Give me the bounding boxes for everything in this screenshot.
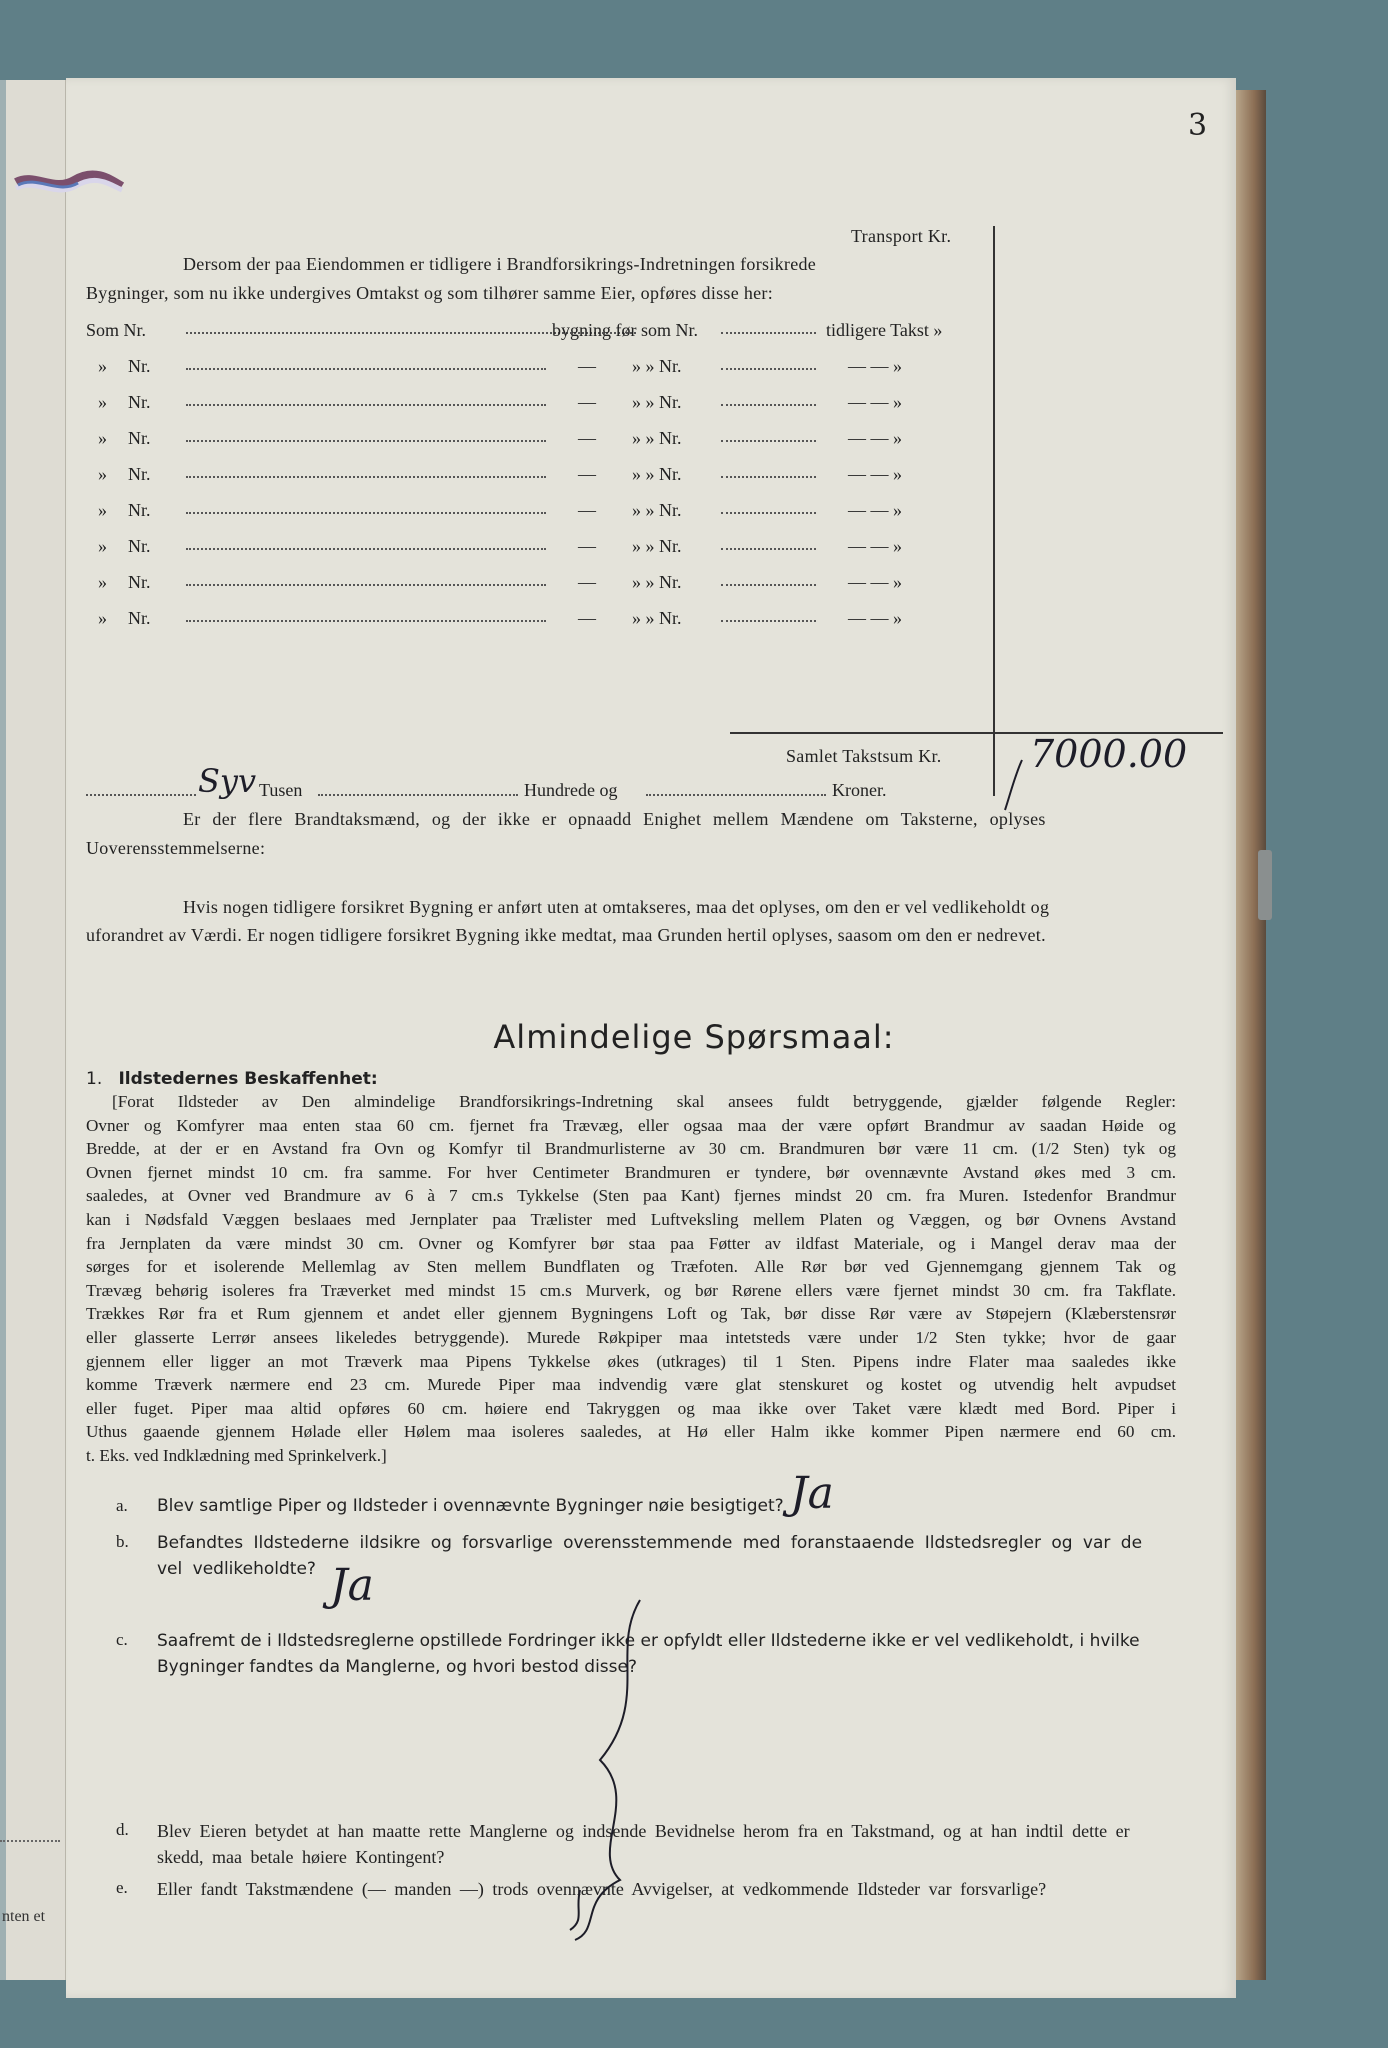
page-number: 3 [1188,108,1208,143]
row-quote: » [98,572,107,592]
rules-line: fra Jernplaten da være mindst 30 cm. Ovner og Komfyrer bør staa paa Føtter av ildfast Materiale, og i Mangel derav maa der [86,1233,1176,1253]
row-end: — — » [848,572,902,592]
rules-line: komme Træverk nærmere end 23 cm. Murede Piper maa indvendig være glat stenskuret og kostet og utvendig helt avpudset [86,1375,1176,1395]
row-dots [186,512,546,514]
row-end: tidligere Takst » [826,320,943,340]
row-dots [646,794,826,796]
not-retaxed-line-1: Hvis nogen tidligere forsikret Bygning er anført uten at omtakseres, maa det oplyses, om den er vel vedlikeholdt og [183,897,1050,917]
row-dots [721,440,816,442]
rules-line: t. Eks. ved Indklædning med Sprinkelverk.] [86,1445,387,1465]
row-dash: — [578,536,596,556]
row-end: — — » [848,500,902,520]
row-quote: » [98,464,107,484]
row-nr: Nr. [128,356,151,376]
section-heading: Almindelige Spørsmaal: [493,1018,895,1056]
rules-line: Trævæg behørig isoleres fra Træverket med mindst 15 cm.s Murverk, og bør Rørene ellers være fjernet mindst 30 cm. fra Takflate. [86,1280,1176,1300]
row-dots [318,794,518,796]
row-mid: » » Nr. [632,356,682,376]
prior-building-row [86,428,991,450]
row-dots [721,620,816,622]
row-dash: — [578,608,596,628]
row-dots [721,548,816,550]
row-dots [186,620,546,622]
row-quote: » [98,428,107,448]
amount-handwritten: Syv [198,762,257,800]
rules-line: sørges for et isolerende Mellemlag av Sten mellem Bundflaten og Træfoten. Alle Rør bør ved Gjennemgang gjennem Tak og [86,1257,1176,1277]
rules-paragraph [86,1090,1176,1468]
answer-a-handwritten: Ja [790,1468,834,1519]
total-value-handwritten: 7000.00 [1030,732,1188,776]
left-page-fragment: nten et [2,1908,46,1925]
question-e-label: e. [116,1878,128,1897]
rules-line: kan i Nødsfald Væggen beslaaes med Jernplater paa Trælister med Luftveksling mellem Platen og Væggen, og bør Ovnens Avstand [86,1209,1176,1229]
row-dash: — [578,464,596,484]
column-divider [993,226,995,796]
row-mid: » » Nr. [632,500,682,520]
rules-line: Ovner og Komfyrer maa enten staa 60 cm. fjernet fra Trævæg, eller ogsaa maa der være opført Brandmur av saadan Høide og [86,1115,1176,1135]
binding-cord-icon [14,170,124,200]
rules-line: gjennem eller ligger an mot Træverk maa Pipens Tykkelse økes (utkrages) til 1 Sten. Pipens indre Flater maa saaledes ikke [86,1351,1176,1371]
row-end: — — » [848,608,902,628]
prior-building-row [86,500,991,522]
question-d-label: d. [116,1820,129,1839]
row-quote: » [98,356,107,376]
rules-line: eller glasserte Lerrør ansees likeledes betryggende). Murede Røkpiper maa intetsteds være under 1/2 Sten tykke; hvor de gaar [86,1327,1176,1347]
row-end: — — » [848,428,902,448]
row-nr: Nr. [128,392,151,412]
intro-line-1: Dersom der paa Eiendommen er tidligere i Brandforsikrings-Indretningen forsikrede [183,254,817,274]
row-dash: — [578,356,596,376]
prior-building-row [86,608,991,630]
disagreement-line-1: Er der flere Brandtaksmænd, og der ikke er opnaadd Enighet mellem Mændene om Taksterne, oplyses [183,809,1046,829]
prior-building-row [86,464,991,486]
question-e-text: Eller fandt Takstmændene (— manden —) trods ovennævnte Avvigelser, at vedkommende Ildsteder var forsvarlige? [157,1879,1047,1899]
question-c-text: Saafremt de i Ildstedsreglerne opstillede Fordringer ikke er opfyldt eller Ildstederne ikke er vel vedlikeholdt, i hvilke Bygninger fandtes da Manglerne, og hvori bestod disse? [157,1631,1140,1677]
row-dash: — [578,500,596,520]
row-dots [86,794,196,796]
row-nr: Nr. [128,572,151,592]
row-end: — — » [848,392,902,412]
answer-b-handwritten: Ja [330,1560,374,1611]
row-mid: » » Nr. [632,392,682,412]
row-quote: » [98,536,107,556]
rules-line: Uthus gaaende gjennem Hølade eller Hølem maa isoleres saaledes, at Hø eller Halm ikke kommer Pipen nærmere end 60 cm. [86,1422,1176,1442]
row-mid: » » Nr. [632,464,682,484]
row-nr: Nr. [128,464,151,484]
question-a-label: a. [116,1496,128,1515]
row-nr: Nr. [128,428,151,448]
total-label: Samlet Takstsum Kr. [786,746,942,766]
row-end: — — » [848,536,902,556]
prior-building-row [86,320,991,342]
row-mid: bygning før som Nr. [552,320,698,340]
row-dots [186,404,546,406]
row-dots [186,368,546,370]
rules-line: eller fuget. Piper maa altid opføres 60 cm. høiere end Takryggen og maa ikke over Taket være klædt med Bord. Piper i [86,1398,1176,1418]
row-quote: » [98,500,107,520]
row-dots [721,584,816,586]
row-nr: Nr. [128,608,151,628]
row-quote: » [98,608,107,628]
row-dots [721,332,816,334]
hundrede-label: Hundrede og [524,780,618,800]
prior-building-row [86,536,991,558]
row-dots [721,476,816,478]
amount-in-words-row [86,762,991,802]
binding-clip [1258,850,1272,920]
row-dots [721,512,816,514]
question-d-text: Blev Eieren betydet at han maatte rette Manglerne og indsende Bevidnelse herom fra en Takstmand, og at han indtil dette er skedd, maa betale høiere Kontingent? [157,1821,1130,1867]
row-dots [186,440,546,442]
transport-label: Transport Kr. [851,226,952,246]
row-dash: — [578,572,596,592]
row-end: — — » [848,464,902,484]
kroner-label: Kroner. [832,780,887,800]
rules-line: Trækkes Rør fra et Rum gjennem et andet eller gjennem Bygningens Loft og Tak, bør disse Rør være av Støpejern (Klæberstensrør [86,1304,1176,1324]
rules-line: [Forat Ildsteder av Den almindelige Brandforsikrings-Indretning skal ansees fuldt betryggende, gjælder følgende Regler: [112,1092,1176,1111]
row-dots [721,404,816,406]
rules-line: Bredde, at der er en Avstand fra Ovn og Komfyr til Brandmurlisterne av 30 cm. Brandmuren bør være 11 cm. (1/2 Sten) tyk og [86,1139,1176,1159]
row-prefix: Som Nr. [86,320,147,340]
row-dots [186,476,546,478]
rules-line: saaledes, at Ovner ved Brandmure av 6 à 7 cm.s Tykkelse (Sten paa Kant) fjernes mindst 20 cm. fra Muren. Istedenfor Brandmur [86,1186,1176,1206]
row-mid: » » Nr. [632,572,682,592]
row-dots [186,548,546,550]
row-end: — — » [848,356,902,376]
row-mid: » » Nr. [632,536,682,556]
prior-building-row [86,392,991,414]
intro-line-2: Bygninger, som nu ikke undergives Omtakst og som tilhører samme Eier, opføres disse her: [86,283,774,303]
row-dots [186,584,546,586]
row-dash: — [578,392,596,412]
rules-line: Ovnen fjernet mindst 10 cm. fra samme. For hver Centimeter Brandmuren er tyndere, bør ovennævnte Avstand økes med 3 cm. [86,1162,1176,1182]
question-b-text: Befandtes Ildstederne ildsikre og forsvarlige overensstemmende med foranstaaende Ildstedsregler og var de vel vedlikeholdte? [157,1533,1143,1579]
section-1-title [86,1069,378,1089]
disagreement-line-2: Uoverensstemmelserne: [86,838,266,858]
row-nr: Nr. [128,536,151,556]
row-mid: » » Nr. [632,428,682,448]
row-dots [721,368,816,370]
prior-building-row [86,356,991,378]
section-1-label: Ildstedernes Beskaffenhet: [118,1069,378,1089]
prior-building-row [86,572,991,594]
row-nr: Nr. [128,500,151,520]
left-page-dotted-line [0,1840,60,1842]
question-a-text: Blev samtlige Piper og Ildsteder i ovennævnte Bygninger nøie besigtiget? [157,1496,784,1516]
question-c-label: c. [116,1630,128,1649]
question-b-label: b. [116,1532,129,1551]
section-1-number: 1. [86,1069,103,1089]
tusen-label: Tusen [259,780,303,800]
not-retaxed-line-2: uforandret av Værdi. Er nogen tidligere forsikret Bygning ikke medtat, maa Grunden hertil oplyses, saasom om den er nedrevet. [86,925,1046,945]
row-quote: » [98,392,107,412]
row-mid: » » Nr. [632,608,682,628]
row-dash: — [578,428,596,448]
